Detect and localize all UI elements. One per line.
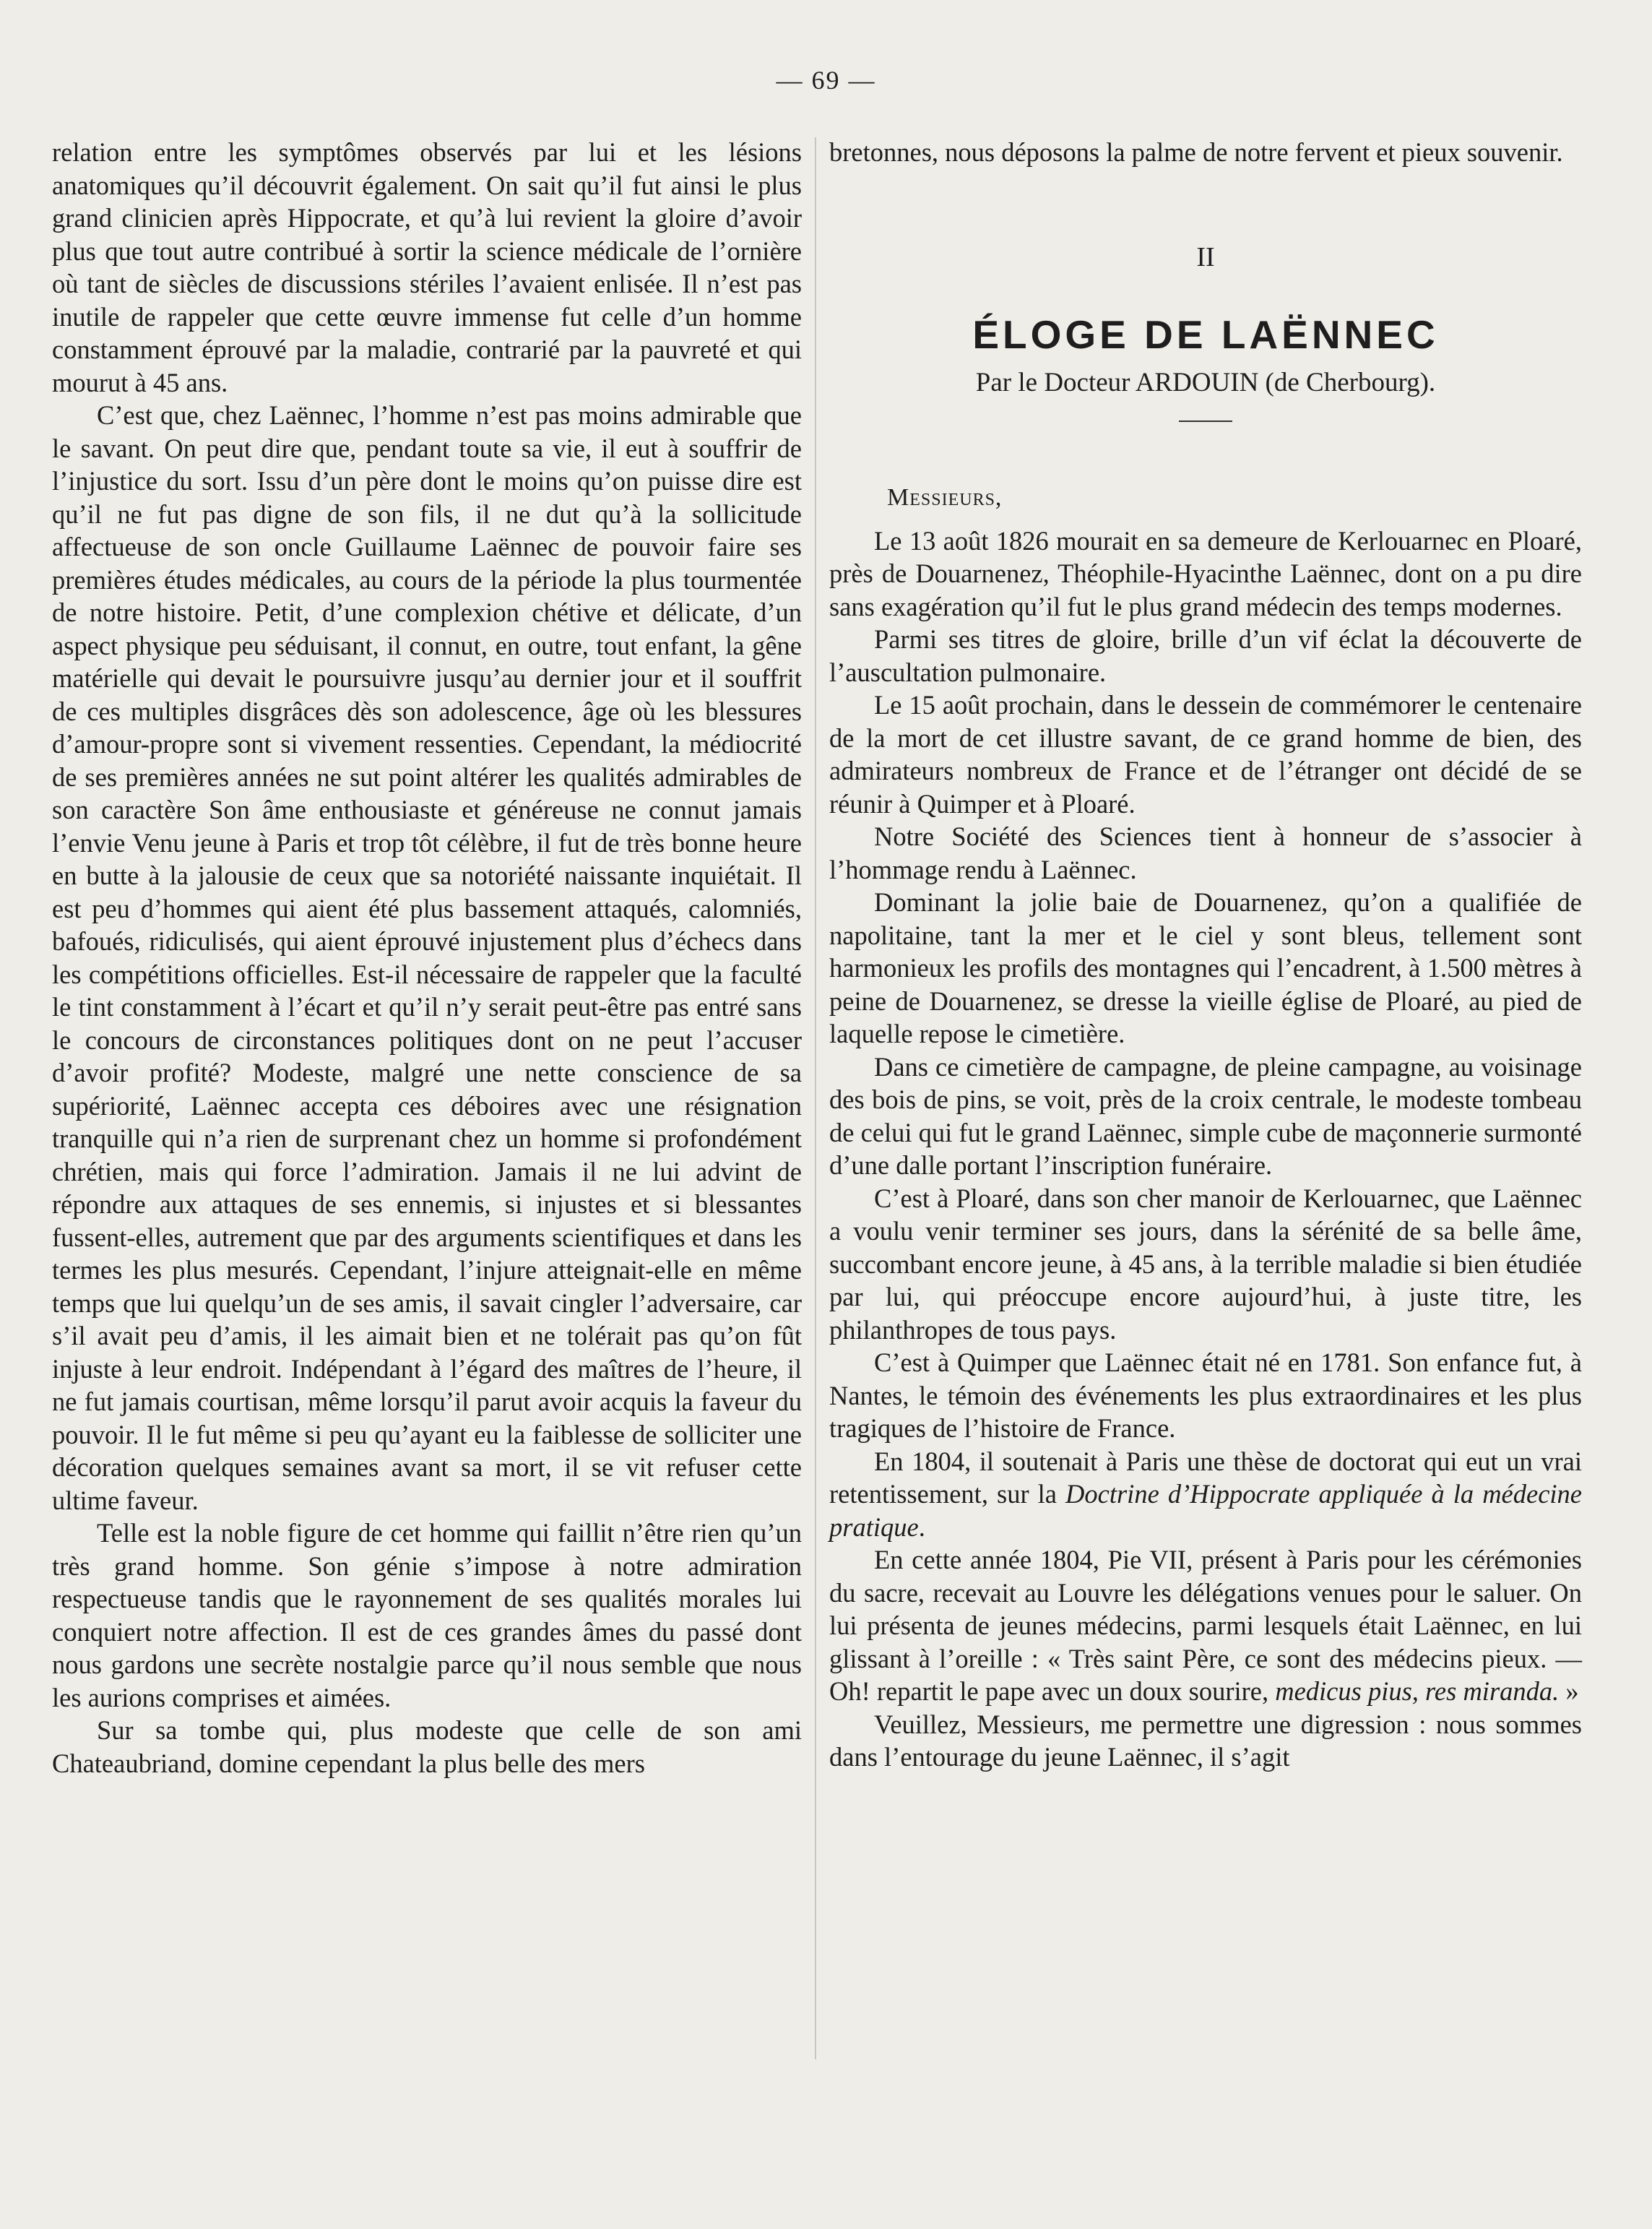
right-column — [829, 136, 1582, 1774]
paragraph: Le 13 août 1826 mourait en sa demeure de Kerlouarnec en Ploaré, près de Douarnenez, Théophile-Hyacinthe Laënnec, dont on a pu dire sans exagération qu’il fut le plus grand médecin des temps modernes. — [829, 525, 1582, 621]
paragraph-continuation: bretonnes, nous déposons la palme de notre fervent et pieux souvenir. — [829, 137, 1563, 167]
title-rule — [1179, 421, 1232, 422]
thesis-lead: En 1804, il soutenait à Paris une thèse de doctorat qui eut un vrai retentissement, sur la — [829, 1446, 1582, 1509]
paragraph-thesis — [829, 1445, 1582, 1544]
pope-end: » — [1559, 1676, 1579, 1706]
salutation — [829, 481, 1582, 514]
paragraph: relation entre les symptômes observés par lui et les lésions anatomiques qu’il découvrit également. On sait qu’il fut ainsi le plus grand clinicien après Hippocrate, et qu’à lui revient la gloire d’avoir plus que tout autre contribué à sortir la science médicale de l’ornière où tant de siècles de discussions stériles l’avaient enlisée. Il n’est pas inutile de rappeler que cette œuvre immense fut celle d’un homme constamment éprouvé par la maladie, contrarié par la pauvreté et qui mourut à 45 ans. — [52, 137, 802, 397]
paragraph: Notre Société des Sciences tient à honneur de s’associer à l’hommage rendu à Laënnec. — [829, 822, 1582, 884]
article-title: ÉLOGE DE LAËNNEC — [972, 312, 1439, 357]
paragraph: Veuillez, Messieurs, me permettre une digression : nous sommes dans l’entourage du jeune Laënnec, il s’agit — [829, 1709, 1582, 1772]
paragraph: Le 15 août prochain, dans le dessein de commémorer le centenaire de la mort de cet illustre savant, de ce grand homme de bien, des admirateurs nombreux de France et de l’étranger ont décidé de se réunir à Quimper et à Ploaré. — [829, 690, 1582, 819]
paragraph: Sur sa tombe qui, plus modeste que celle de son ami Chateaubriand, domine cependant la plus belle des mers — [52, 1715, 802, 1778]
column-divider — [815, 137, 816, 2059]
paragraph-pope — [829, 1543, 1582, 1708]
paragraph: C’est que, chez Laënnec, l’homme n’est pas moins admirable que le savant. On peut dire que, pendant toute sa vie, il eut à souffrir de l’injustice du sort. Issu d’un père dont le moins qu’on puisse dire est qu’il ne fut pas digne de son fils, il ne dut qu’à la sollicitude affectueuse de son oncle Guillaume Laënnec de pouvoir faire ses premières études médicales, au cours de la période la plus tourmentée de notre histoire. Petit, d’une complexion chétive et délicate, d’un aspect physique peu séduisant, il connut, en outre, tout enfant, la gêne matérielle qui devait le poursuivre jusqu’au dernier jour et il souffrit de ces multiples disgrâces dès son adolescence, âge où les blessures d’amour-propre sont si vivement ressenties. Cependant, la médiocrité de ses premières années ne sut point altérer les qualités admirables de son caractère Son âme enthousiaste et généreuse ne connut jamais l’envie Venu jeune à Paris et trop tôt célèbre, il fut de très bonne heure en butte à la jalousie de ceux que sa notoriété naissante inquiétait. Il est peu d’hommes qui aient été plus bassement attaqués, calomniés, bafoués, ridiculisés, qui aient éprouvé injustement plus d’échecs dans les compétitions officielles. Est-il nécessaire de rappeler que la faculté le tint constamment à l’écart et qu’il n’y serait peut-être pas entré sans le concours de circonstances politiques dont on ne peut l’accuser d’avoir profité? Modeste, malgré une nette conscience de sa supériorité, Laënnec accepta ces déboires avec une résignation tranquille qui n’a rien de surprenant chez un homme si profondément chrétien, mais qui force l’admiration. Jamais il ne lui advint de répondre aux attaques de ses ennemis, si injustes et si blessantes fussent-elles, autrement que par des arguments scientifiques et dans les termes les plus mesurés. Cependant, l’injure atteignait-elle en même temps que lui quelqu’un de ses amis, il savait cingler l’adversaire, car s’il avait peu d’amis, il les aimait bien et ne tolérait pas qu’on fût injuste à leur endroit. Indépendant à l’égard des maîtres de l’heure, il ne fut jamais courtisan, même lorsqu’il parut avoir acquis la faveur du pouvoir. Il le fut même si peu qu’ayant eu la faiblesse de solliciter une décoration quelques semaines avant sa mort, il se vit refuser cette ultime faveur. — [52, 400, 802, 1515]
article-byline: Par le Docteur ARDOUIN (de Cherbourg). — [975, 367, 1436, 397]
paragraph: Dans ce cimetière de campagne, de pleine campagne, au voisinage des bois de pins, se voit, près de la croix centrale, le modeste tombeau de celui qui fut le grand Laënnec, simple cube de maçonnerie surmonté d’une dalle portant l’inscription funéraire. — [829, 1051, 1582, 1180]
thesis-end: . — [918, 1512, 925, 1542]
paragraph: C’est à Ploaré, dans son cher manoir de Kerlouarnec, que Laënnec a voulu venir terminer ses jours, dans la sérénité de sa belle âme, succombant encore jeune, à 45 ans, à la terrible maladie si bien étudiée par lui, qui préoccupe encore aujourd’hui, à juste titre, les philanthropes de tous pays. — [829, 1183, 1582, 1345]
latin-quote: medicus pius, res miranda. — [1275, 1676, 1560, 1706]
paragraph: Dominant la jolie baie de Douarnenez, qu’on a qualifiée de napolitaine, tant la mer et le ciel y sont bleus, tellement sont harmonieux les profils des montagnes qui l’encadrent, à 1.500 mètres à peine de Douarnenez, se dresse la vieille église de Ploaré, au pied de laquelle repose le cimetière. — [829, 887, 1582, 1048]
left-column — [52, 136, 802, 1780]
paragraph: C’est à Quimper que Laënnec était né en 1781. Son enfance fut, à Nantes, le témoin des événements les plus extraordinaires et les plus tragiques de l’histoire de France. — [829, 1348, 1582, 1443]
thesis-title: Doctrine d’Hippocrate appliquée à la médecine pratique — [829, 1479, 1582, 1542]
pope-lead: En cette année 1804, Pie VII, présent à Paris pour les cérémonies du sacre, recevait au Louvre les délégations venues pour le saluer. On lui présenta de jeunes médecins, parmi lesquels était Laënnec, en lui glissant à l’oreille : « Très saint Père, ce sont des médecins pieux. — Oh! repartit le pape avec un doux sourire, — [829, 1545, 1582, 1706]
salutation-text: Messieurs, — [887, 484, 1003, 511]
paragraph: Telle est la noble figure de cet homme qui faillit n’être rien qu’un très grand homme. Son génie s’impose à notre admiration respectueuse tandis que le rayonnement de ses qualités morales lui conquiert notre affection. Il est de ces grandes âmes du passé dont nous gardons une secrète nostalgie parce qu’il nous semble que nous les aurions comprises et aimées. — [52, 1518, 802, 1712]
section-numeral: II — [1196, 241, 1215, 272]
page-number: — 69 — — [776, 66, 876, 95]
paragraph: Parmi ses titres de gloire, brille d’un vif éclat la découverte de l’auscultation pulmonaire. — [829, 624, 1582, 687]
